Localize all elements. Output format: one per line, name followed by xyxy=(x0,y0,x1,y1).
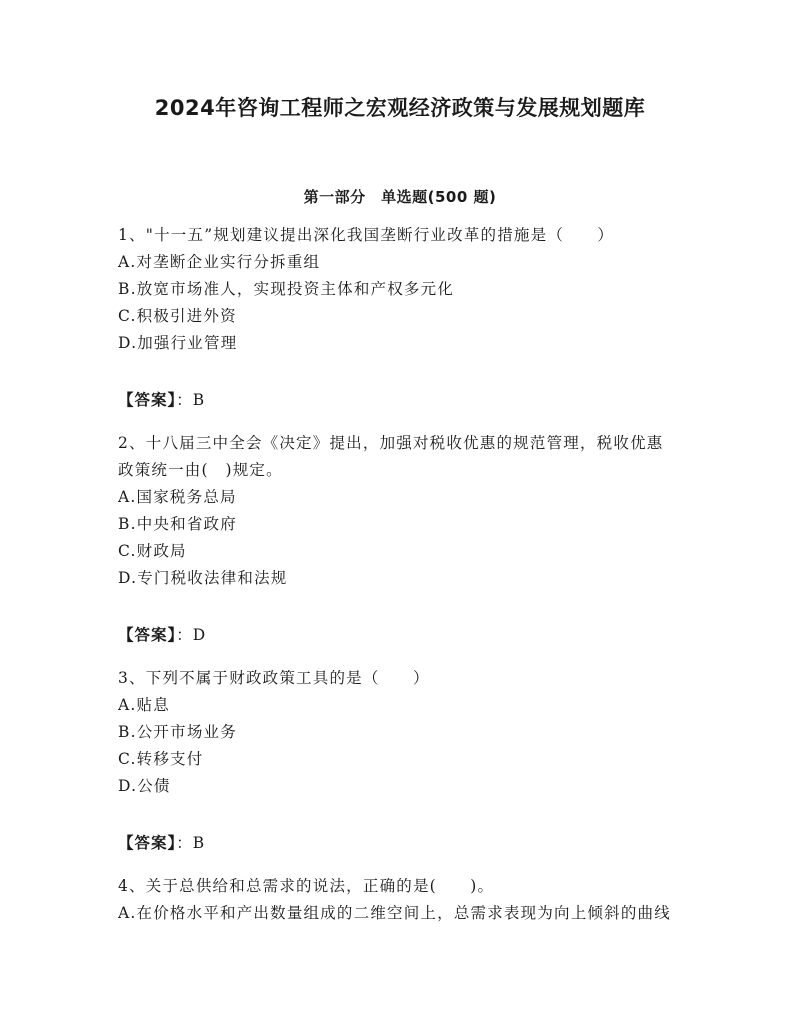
option-b: B.放宽市场准人，实现投资主体和产权多元化 xyxy=(118,280,455,298)
answer-label: 【答案】 xyxy=(118,391,177,409)
question-1 xyxy=(118,222,678,414)
question-3 xyxy=(118,665,678,857)
answer-value: B xyxy=(192,834,206,852)
option-a: A.国家税务总局 xyxy=(118,488,237,506)
answer-separator: ： xyxy=(176,626,193,644)
answer-line xyxy=(118,622,678,649)
question-4 xyxy=(118,873,678,927)
option-b: B.公开市场业务 xyxy=(118,723,237,741)
option-d: D.公债 xyxy=(118,777,171,795)
option-d: D.专门税收法律和法规 xyxy=(118,569,288,587)
answer-line xyxy=(118,387,678,414)
question-list xyxy=(118,222,678,927)
section-title: 第一部分 单选题(500 题) xyxy=(303,188,497,206)
option-c: C.转移支付 xyxy=(118,750,204,768)
answer-separator: ： xyxy=(176,391,193,409)
option-a: A.对垄断企业实行分拆重组 xyxy=(118,253,321,271)
answer-line xyxy=(118,830,678,857)
question-stem: 1、"十一五”规划建议提出深化我国垄断行业改革的措施是（ ） xyxy=(118,226,615,244)
answer-label: 【答案】 xyxy=(118,834,177,852)
question-stem: 2、十八届三中全会《决定》提出，加强对税收优惠的规范管理，税收优惠政策统一由( )规定。 xyxy=(118,434,664,479)
option-c: C.积极引进外资 xyxy=(118,307,237,325)
option-a: A.贴息 xyxy=(118,696,170,714)
answer-separator: ： xyxy=(176,834,193,852)
answer-value: D xyxy=(192,626,207,644)
question-stem: 3、下列不属于财政政策工具的是（ ） xyxy=(118,669,430,687)
option-c: C.财政局 xyxy=(118,542,187,560)
document-title: 2024年咨询工程师之宏观经济政策与发展规划题库 xyxy=(154,96,646,120)
question-2 xyxy=(118,430,678,649)
option-a: A.在价格水平和产出数量组成的二维空间上，总需求表现为向上倾斜的曲线 xyxy=(118,904,671,922)
option-b: B.中央和省政府 xyxy=(118,515,237,533)
answer-label: 【答案】 xyxy=(118,626,177,644)
option-d: D.加强行业管理 xyxy=(118,334,238,352)
question-stem: 4、关于总供给和总需求的说法，正确的是( )。 xyxy=(118,877,495,895)
answer-value: B xyxy=(192,391,206,409)
